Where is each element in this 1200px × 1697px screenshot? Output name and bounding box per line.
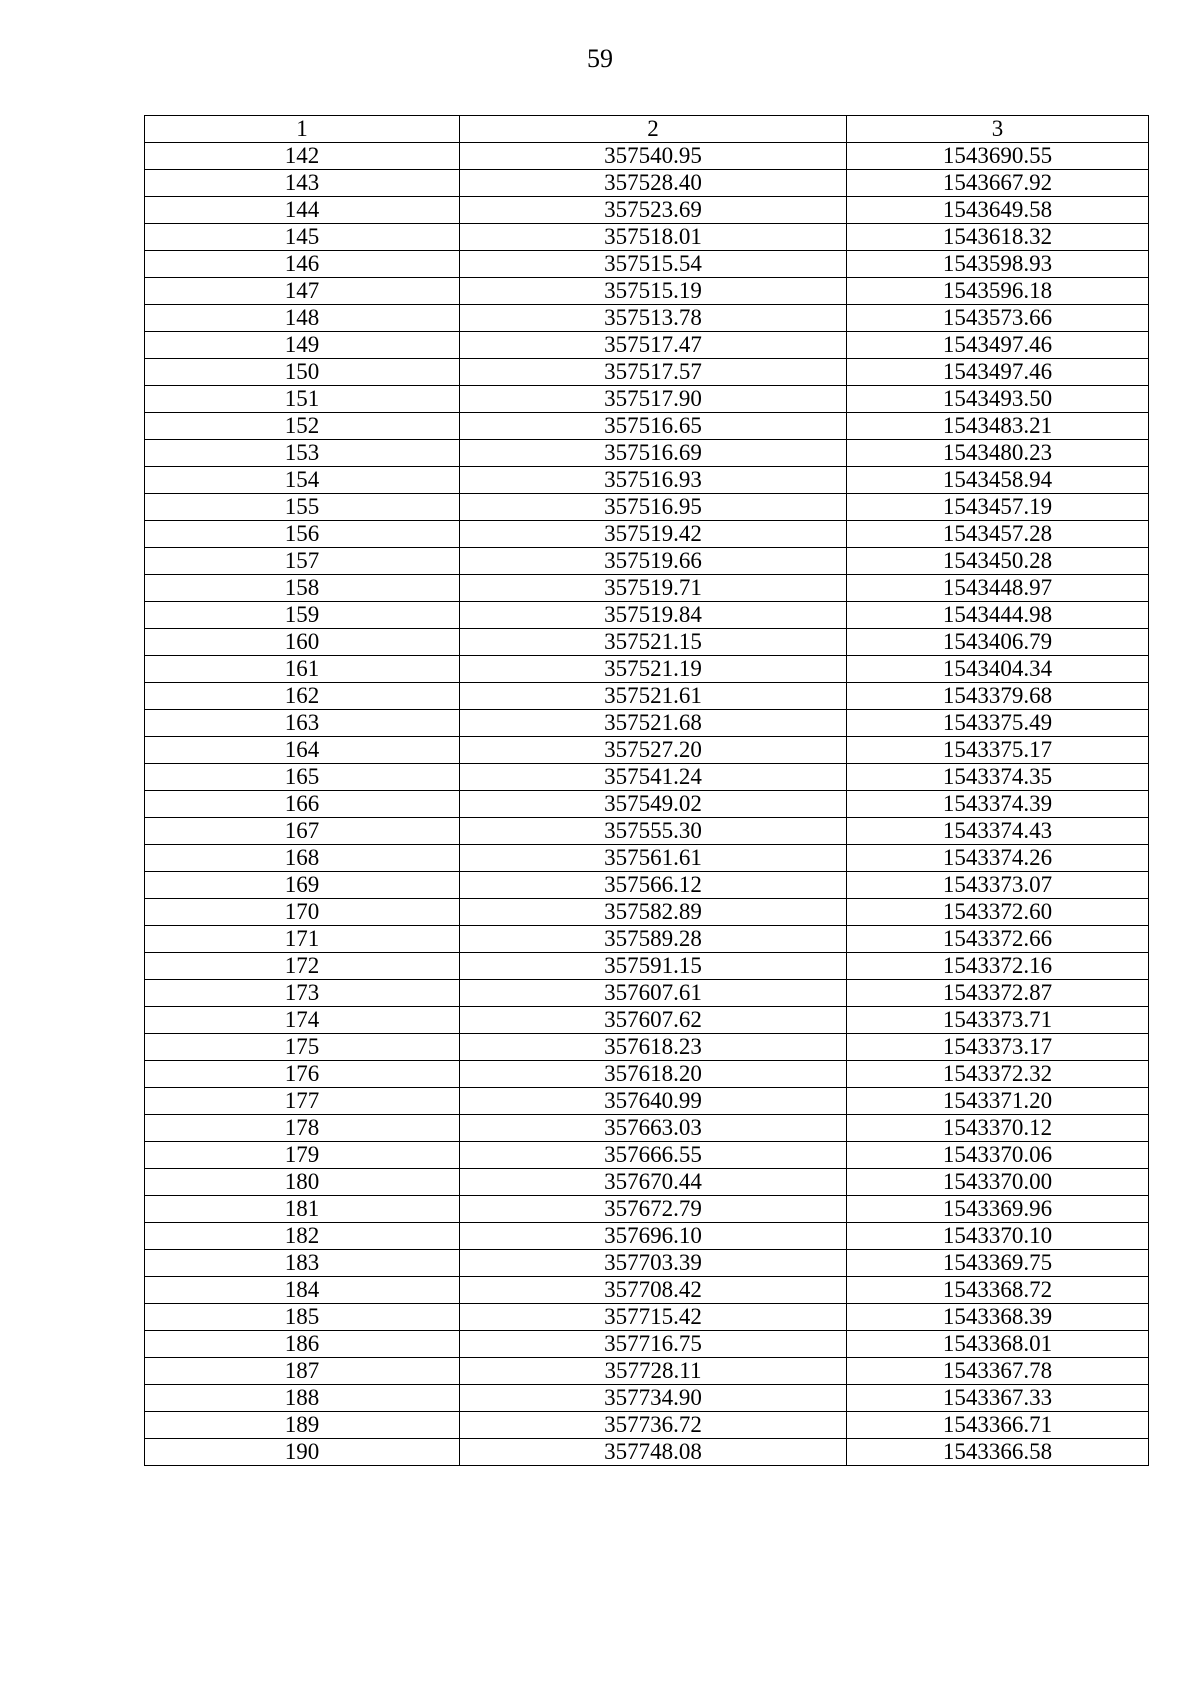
table-row — [145, 791, 1149, 818]
point-number-cell: 153 — [145, 440, 460, 467]
point-number-cell: 155 — [145, 494, 460, 521]
point-number-cell: 148 — [145, 305, 460, 332]
point-number-cell: 154 — [145, 467, 460, 494]
y-coordinate-cell: 1543667.92 — [847, 170, 1149, 197]
x-coordinate-cell: 357734.90 — [460, 1385, 847, 1412]
point-number-cell: 161 — [145, 656, 460, 683]
point-number-cell: 184 — [145, 1277, 460, 1304]
table-row — [145, 521, 1149, 548]
x-coordinate-cell: 357589.28 — [460, 926, 847, 953]
table-row — [145, 899, 1149, 926]
point-number-cell: 173 — [145, 980, 460, 1007]
x-coordinate-cell: 357607.62 — [460, 1007, 847, 1034]
y-coordinate-cell: 1543373.17 — [847, 1034, 1149, 1061]
y-coordinate-cell: 1543374.43 — [847, 818, 1149, 845]
point-number-cell: 142 — [145, 143, 460, 170]
table-row — [145, 1439, 1149, 1466]
table-row — [145, 656, 1149, 683]
point-number-cell: 165 — [145, 764, 460, 791]
x-coordinate-cell: 357517.47 — [460, 332, 847, 359]
point-number-cell: 188 — [145, 1385, 460, 1412]
point-number-cell: 178 — [145, 1115, 460, 1142]
x-coordinate-cell: 357518.01 — [460, 224, 847, 251]
point-number-cell: 177 — [145, 1088, 460, 1115]
point-number-cell: 150 — [145, 359, 460, 386]
point-number-cell: 149 — [145, 332, 460, 359]
x-coordinate-cell: 357517.57 — [460, 359, 847, 386]
x-coordinate-cell: 357516.93 — [460, 467, 847, 494]
point-number-cell: 179 — [145, 1142, 460, 1169]
table-row — [145, 980, 1149, 1007]
x-coordinate-cell: 357640.99 — [460, 1088, 847, 1115]
y-coordinate-cell: 1543457.19 — [847, 494, 1149, 521]
point-number-cell: 167 — [145, 818, 460, 845]
y-coordinate-cell: 1543573.66 — [847, 305, 1149, 332]
table-row — [145, 926, 1149, 953]
x-coordinate-cell: 357516.69 — [460, 440, 847, 467]
table-row — [145, 359, 1149, 386]
table-row — [145, 818, 1149, 845]
x-coordinate-cell: 357715.42 — [460, 1304, 847, 1331]
table-row — [145, 278, 1149, 305]
point-number-cell: 169 — [145, 872, 460, 899]
y-coordinate-cell: 1543483.21 — [847, 413, 1149, 440]
x-coordinate-cell: 357696.10 — [460, 1223, 847, 1250]
x-coordinate-cell: 357521.19 — [460, 656, 847, 683]
point-number-cell: 156 — [145, 521, 460, 548]
y-coordinate-cell: 1543366.58 — [847, 1439, 1149, 1466]
y-coordinate-cell: 1543371.20 — [847, 1088, 1149, 1115]
point-number-cell: 163 — [145, 710, 460, 737]
x-coordinate-cell: 357703.39 — [460, 1250, 847, 1277]
table-row — [145, 1088, 1149, 1115]
x-coordinate-cell: 357618.23 — [460, 1034, 847, 1061]
table-row — [145, 872, 1149, 899]
table-row — [145, 494, 1149, 521]
table-row — [145, 575, 1149, 602]
y-coordinate-cell: 1543406.79 — [847, 629, 1149, 656]
x-coordinate-cell: 357541.24 — [460, 764, 847, 791]
table-row — [145, 386, 1149, 413]
table-row — [145, 845, 1149, 872]
y-coordinate-cell: 1543598.93 — [847, 251, 1149, 278]
y-coordinate-cell: 1543372.60 — [847, 899, 1149, 926]
point-number-cell: 170 — [145, 899, 460, 926]
x-coordinate-cell: 357515.54 — [460, 251, 847, 278]
point-number-cell: 185 — [145, 1304, 460, 1331]
y-coordinate-cell: 1543372.66 — [847, 926, 1149, 953]
x-coordinate-cell: 357582.89 — [460, 899, 847, 926]
header-cell-1: 1 — [145, 116, 460, 143]
point-number-cell: 181 — [145, 1196, 460, 1223]
x-coordinate-cell: 357519.42 — [460, 521, 847, 548]
table-row — [145, 1412, 1149, 1439]
x-coordinate-cell: 357519.84 — [460, 602, 847, 629]
x-coordinate-cell: 357540.95 — [460, 143, 847, 170]
table-row — [145, 1115, 1149, 1142]
x-coordinate-cell: 357728.11 — [460, 1358, 847, 1385]
y-coordinate-cell: 1543374.26 — [847, 845, 1149, 872]
point-number-cell: 186 — [145, 1331, 460, 1358]
coordinates-table — [144, 115, 1149, 1466]
table-row — [145, 1385, 1149, 1412]
point-number-cell: 182 — [145, 1223, 460, 1250]
point-number-cell: 157 — [145, 548, 460, 575]
table-row — [145, 1034, 1149, 1061]
x-coordinate-cell: 357549.02 — [460, 791, 847, 818]
y-coordinate-cell: 1543372.16 — [847, 953, 1149, 980]
table-row — [145, 953, 1149, 980]
table-row — [145, 224, 1149, 251]
x-coordinate-cell: 357555.30 — [460, 818, 847, 845]
table-row — [145, 1007, 1149, 1034]
point-number-cell: 164 — [145, 737, 460, 764]
y-coordinate-cell: 1543375.17 — [847, 737, 1149, 764]
y-coordinate-cell: 1543497.46 — [847, 332, 1149, 359]
table-row — [145, 710, 1149, 737]
point-number-cell: 174 — [145, 1007, 460, 1034]
y-coordinate-cell: 1543373.71 — [847, 1007, 1149, 1034]
x-coordinate-cell: 357716.75 — [460, 1331, 847, 1358]
table-row — [145, 1142, 1149, 1169]
table-row — [145, 440, 1149, 467]
point-number-cell: 190 — [145, 1439, 460, 1466]
table-row — [145, 629, 1149, 656]
table-row — [145, 683, 1149, 710]
y-coordinate-cell: 1543444.98 — [847, 602, 1149, 629]
x-coordinate-cell: 357521.61 — [460, 683, 847, 710]
table-row — [145, 602, 1149, 629]
table-row — [145, 170, 1149, 197]
x-coordinate-cell: 357519.71 — [460, 575, 847, 602]
x-coordinate-cell: 357670.44 — [460, 1169, 847, 1196]
point-number-cell: 180 — [145, 1169, 460, 1196]
x-coordinate-cell: 357528.40 — [460, 170, 847, 197]
point-number-cell: 168 — [145, 845, 460, 872]
table-row — [145, 251, 1149, 278]
table-row — [145, 548, 1149, 575]
point-number-cell: 159 — [145, 602, 460, 629]
x-coordinate-cell: 357748.08 — [460, 1439, 847, 1466]
x-coordinate-cell: 357666.55 — [460, 1142, 847, 1169]
table-row — [145, 197, 1149, 224]
y-coordinate-cell: 1543618.32 — [847, 224, 1149, 251]
x-coordinate-cell: 357521.68 — [460, 710, 847, 737]
y-coordinate-cell: 1543369.75 — [847, 1250, 1149, 1277]
x-coordinate-cell: 357521.15 — [460, 629, 847, 656]
y-coordinate-cell: 1543450.28 — [847, 548, 1149, 575]
x-coordinate-cell: 357618.20 — [460, 1061, 847, 1088]
y-coordinate-cell: 1543366.71 — [847, 1412, 1149, 1439]
x-coordinate-cell: 357566.12 — [460, 872, 847, 899]
point-number-cell: 152 — [145, 413, 460, 440]
y-coordinate-cell: 1543370.12 — [847, 1115, 1149, 1142]
point-number-cell: 183 — [145, 1250, 460, 1277]
y-coordinate-cell: 1543649.58 — [847, 197, 1149, 224]
table-row — [145, 1304, 1149, 1331]
y-coordinate-cell: 1543370.10 — [847, 1223, 1149, 1250]
x-coordinate-cell: 357516.65 — [460, 413, 847, 440]
x-coordinate-cell: 357517.90 — [460, 386, 847, 413]
y-coordinate-cell: 1543367.78 — [847, 1358, 1149, 1385]
table-row — [145, 1331, 1149, 1358]
x-coordinate-cell: 357523.69 — [460, 197, 847, 224]
point-number-cell: 187 — [145, 1358, 460, 1385]
table-row — [145, 1196, 1149, 1223]
table-row — [145, 413, 1149, 440]
table-row — [145, 737, 1149, 764]
y-coordinate-cell: 1543596.18 — [847, 278, 1149, 305]
page-number: 59 — [587, 44, 613, 73]
table-row — [145, 305, 1149, 332]
y-coordinate-cell: 1543370.00 — [847, 1169, 1149, 1196]
point-number-cell: 171 — [145, 926, 460, 953]
point-number-cell: 146 — [145, 251, 460, 278]
table-header-row — [145, 116, 1149, 143]
point-number-cell: 160 — [145, 629, 460, 656]
table-row — [145, 1250, 1149, 1277]
table-row — [145, 764, 1149, 791]
point-number-cell: 176 — [145, 1061, 460, 1088]
y-coordinate-cell: 1543369.96 — [847, 1196, 1149, 1223]
x-coordinate-cell: 357516.95 — [460, 494, 847, 521]
point-number-cell: 151 — [145, 386, 460, 413]
point-number-cell: 162 — [145, 683, 460, 710]
y-coordinate-cell: 1543367.33 — [847, 1385, 1149, 1412]
x-coordinate-cell: 357515.19 — [460, 278, 847, 305]
y-coordinate-cell: 1543368.39 — [847, 1304, 1149, 1331]
x-coordinate-cell: 357736.72 — [460, 1412, 847, 1439]
table-row — [145, 332, 1149, 359]
point-number-cell: 166 — [145, 791, 460, 818]
point-number-cell: 158 — [145, 575, 460, 602]
point-number-cell: 143 — [145, 170, 460, 197]
y-coordinate-cell: 1543493.50 — [847, 386, 1149, 413]
x-coordinate-cell: 357561.61 — [460, 845, 847, 872]
point-number-cell: 175 — [145, 1034, 460, 1061]
table-row — [145, 1169, 1149, 1196]
y-coordinate-cell: 1543379.68 — [847, 683, 1149, 710]
x-coordinate-cell: 357672.79 — [460, 1196, 847, 1223]
y-coordinate-cell: 1543458.94 — [847, 467, 1149, 494]
table-row — [145, 467, 1149, 494]
x-coordinate-cell: 357607.61 — [460, 980, 847, 1007]
point-number-cell: 147 — [145, 278, 460, 305]
y-coordinate-cell: 1543375.49 — [847, 710, 1149, 737]
y-coordinate-cell: 1543373.07 — [847, 872, 1149, 899]
x-coordinate-cell: 357527.20 — [460, 737, 847, 764]
y-coordinate-cell: 1543404.34 — [847, 656, 1149, 683]
point-number-cell: 144 — [145, 197, 460, 224]
y-coordinate-cell: 1543448.97 — [847, 575, 1149, 602]
y-coordinate-cell: 1543374.35 — [847, 764, 1149, 791]
point-number-cell: 172 — [145, 953, 460, 980]
table-row — [145, 1358, 1149, 1385]
table-row — [145, 1061, 1149, 1088]
y-coordinate-cell: 1543690.55 — [847, 143, 1149, 170]
y-coordinate-cell: 1543368.72 — [847, 1277, 1149, 1304]
y-coordinate-cell: 1543372.32 — [847, 1061, 1149, 1088]
y-coordinate-cell: 1543480.23 — [847, 440, 1149, 467]
y-coordinate-cell: 1543374.39 — [847, 791, 1149, 818]
x-coordinate-cell: 357663.03 — [460, 1115, 847, 1142]
x-coordinate-cell: 357519.66 — [460, 548, 847, 575]
x-coordinate-cell: 357591.15 — [460, 953, 847, 980]
header-cell-3: 3 — [847, 116, 1149, 143]
table-row — [145, 143, 1149, 170]
y-coordinate-cell: 1543457.28 — [847, 521, 1149, 548]
table-body — [145, 116, 1149, 1466]
x-coordinate-cell: 357708.42 — [460, 1277, 847, 1304]
y-coordinate-cell: 1543370.06 — [847, 1142, 1149, 1169]
point-number-cell: 145 — [145, 224, 460, 251]
x-coordinate-cell: 357513.78 — [460, 305, 847, 332]
header-cell-2: 2 — [460, 116, 847, 143]
y-coordinate-cell: 1543368.01 — [847, 1331, 1149, 1358]
point-number-cell: 189 — [145, 1412, 460, 1439]
table-row — [145, 1223, 1149, 1250]
table-row — [145, 1277, 1149, 1304]
y-coordinate-cell: 1543372.87 — [847, 980, 1149, 1007]
y-coordinate-cell: 1543497.46 — [847, 359, 1149, 386]
